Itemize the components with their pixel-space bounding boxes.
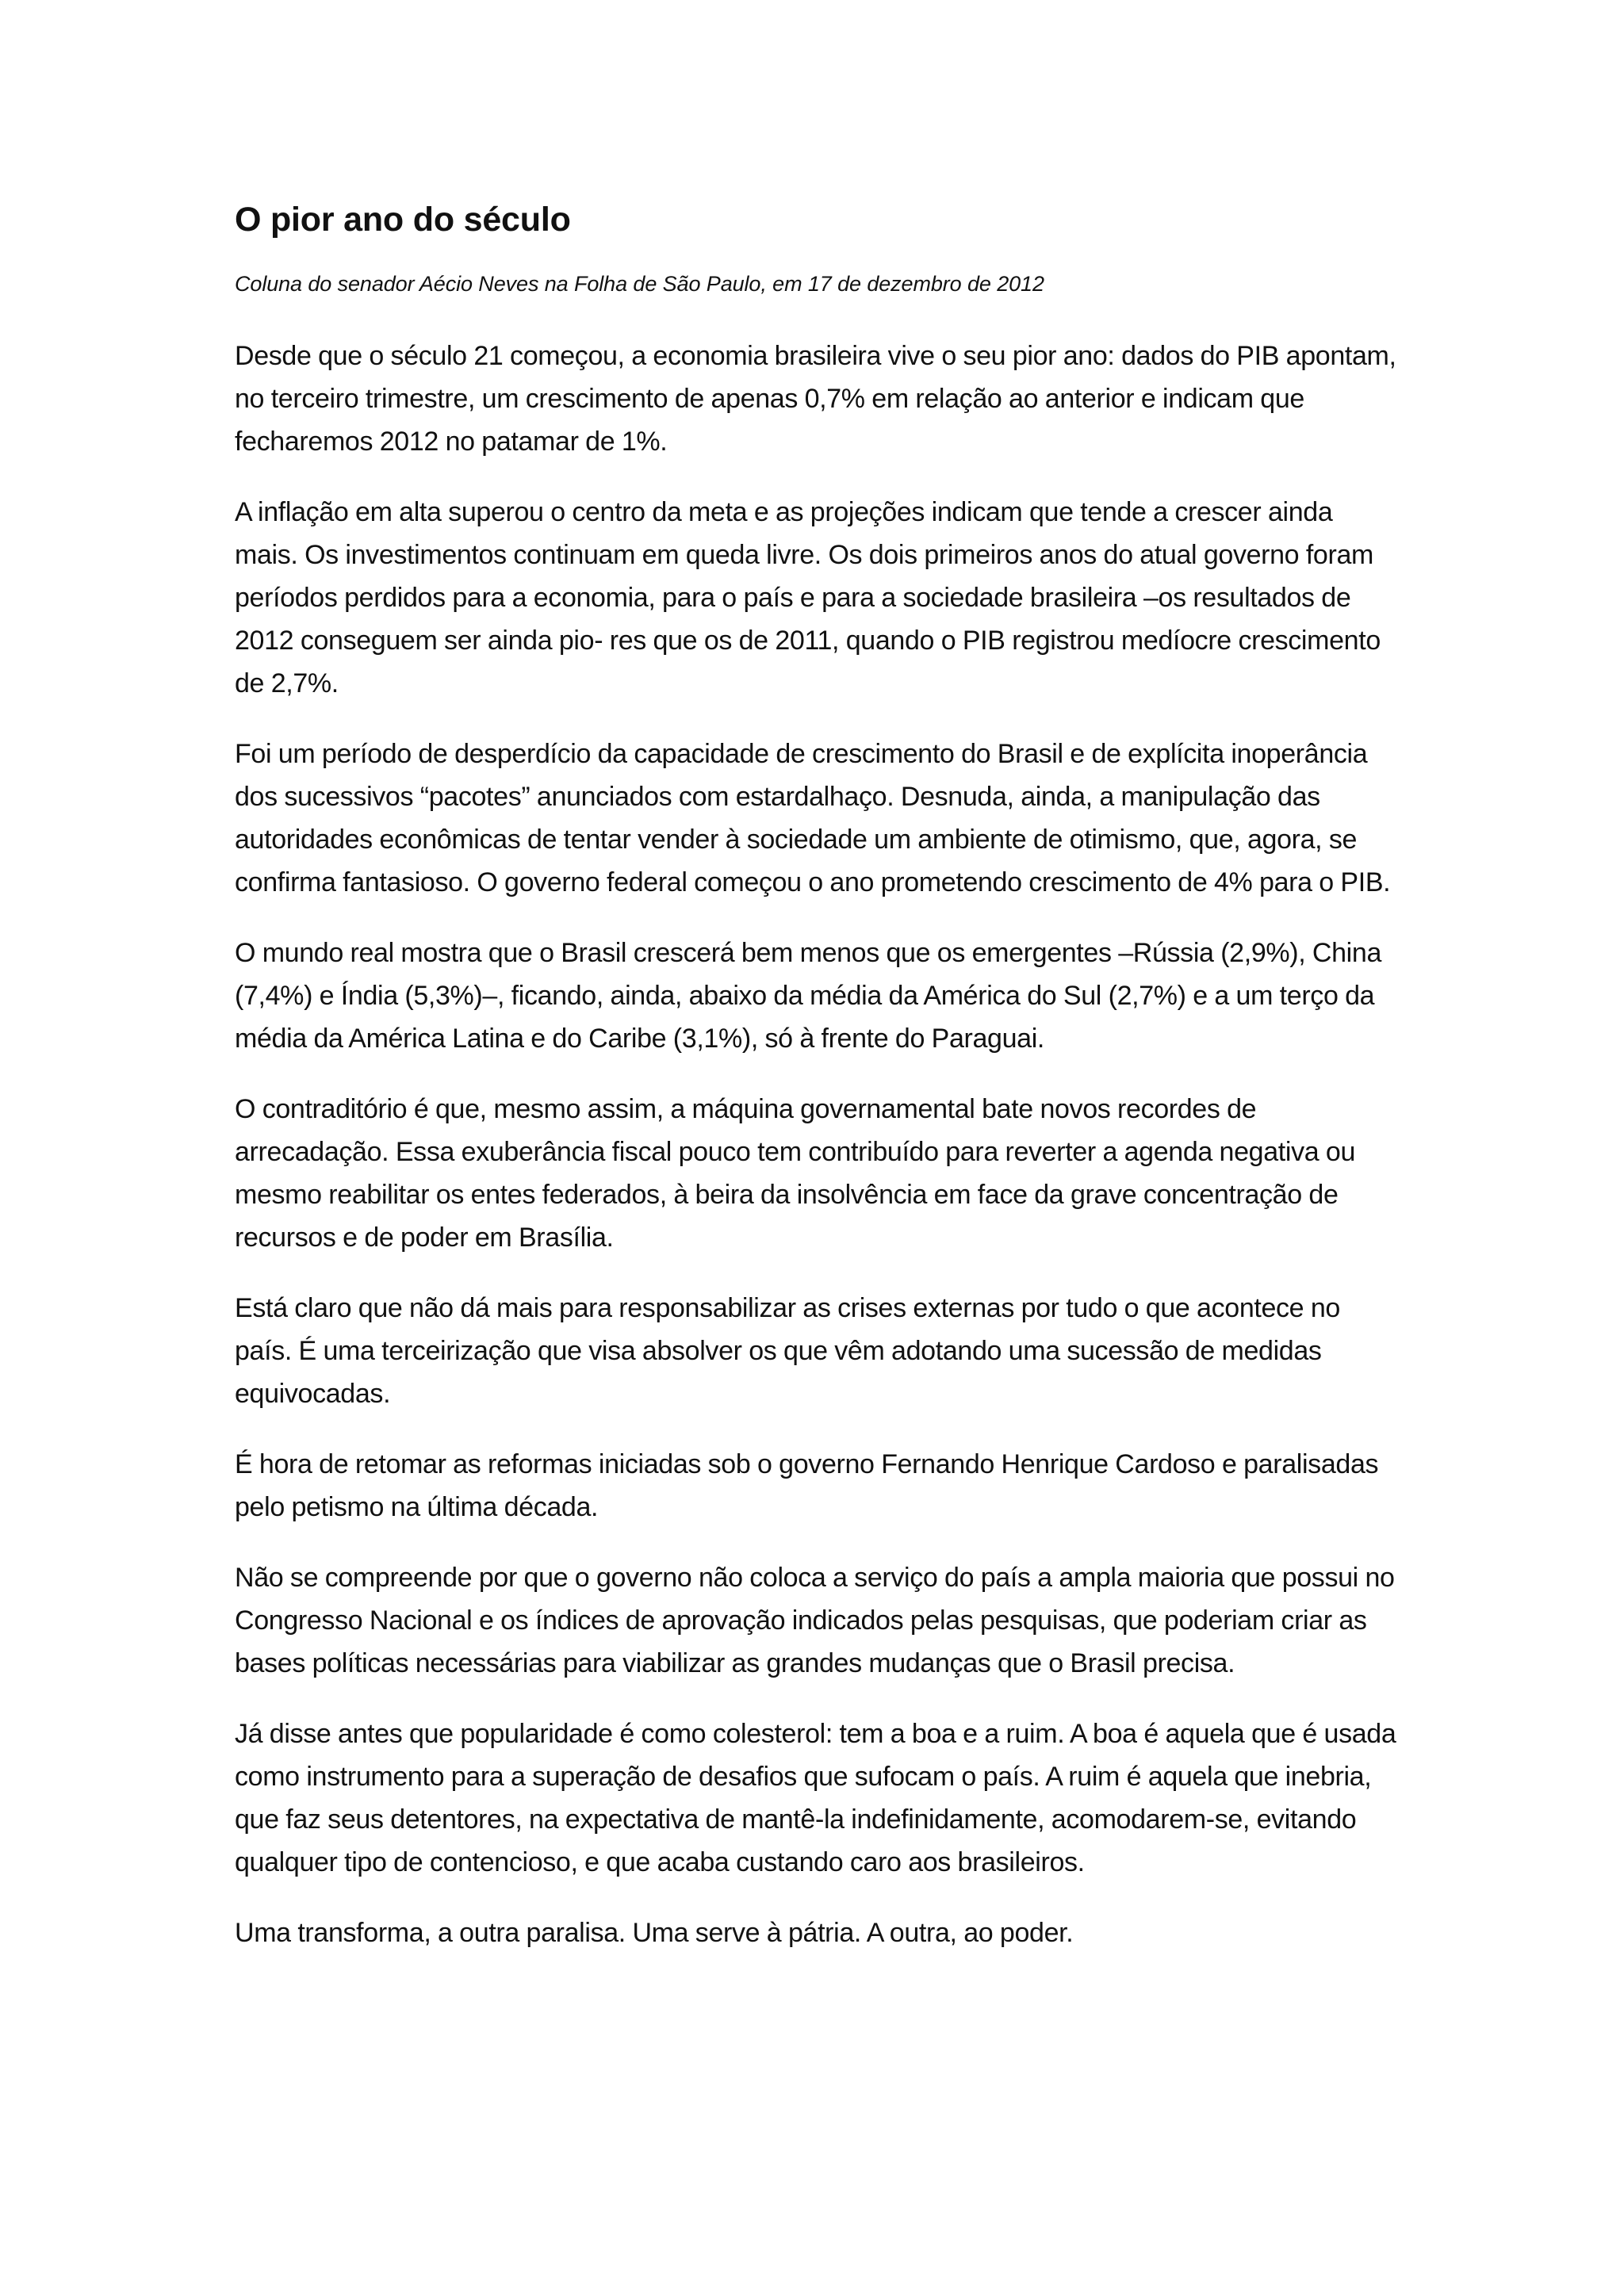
article-body <box>235 335 1400 1954</box>
article-title: O pior ano do século <box>235 201 571 239</box>
paragraph: Uma transforma, a outra paralisa. Uma serve à pátria. A outra, ao poder. <box>235 1918 1074 1948</box>
paragraph: Está claro que não dá mais para responsabilizar as crises externas por tudo o que acontece no país. É uma terceirização que visa absolver os que vêm adotando uma sucessão de medidas equivocadas. <box>235 1293 1340 1409</box>
paragraph: O mundo real mostra que o Brasil crescerá bem menos que os emergentes –Rússia (2,9%), China (7,4%) e Índia (5,3%)–, ficando, ainda, abaixo da média da América do Sul (2,7%) e a um terço da média da América Latina e do Caribe (3,1%), só à frente do Paraguai. <box>235 938 1382 1054</box>
article-byline: Coluna do senador Aécio Neves na Folha de São Paulo, em 17 de dezembro de 2012 <box>235 272 1044 296</box>
paragraph: Foi um período de desperdício da capacidade de crescimento do Brasil e de explícita inoperância dos sucessivos “pacotes” anunciados com estardalhaço. Desnuda, ainda, a manipulação das autoridades econômicas de tentar vender à sociedade um ambiente de otimismo, que, agora, se confirma fantasioso. O governo federal começou o ano prometendo crescimento de 4% para o PIB. <box>235 739 1391 897</box>
paragraph: O contraditório é que, mesmo assim, a máquina governamental bate novos recordes de arrecadação. Essa exuberância fiscal pouco tem contribuído para reverter a agenda negativa ou mesmo reabilitar os entes federados, à beira da insolvência em face da grave concentração de recursos e de poder em Brasília. <box>235 1094 1356 1253</box>
article <box>235 197 1400 1982</box>
paragraph: É hora de retomar as reformas iniciadas sob o governo Fernando Henrique Cardoso e paralisadas pelo petismo na última década. <box>235 1449 1379 1522</box>
paragraph: Não se compreende por que o governo não coloca a serviço do país a ampla maioria que possui no Congresso Nacional e os índices de aprovação indicados pelas pesquisas, que poderiam criar as bases políticas necessárias para viabilizar as grandes mudanças que o Brasil precisa. <box>235 1563 1395 1678</box>
paragraph: Desde que o século 21 começou, a economia brasileira vive o seu pior ano: dados do PIB apontam, no terceiro trimestre, um crescimento de apenas 0,7% em relação ao anterior e indicam que fecharemos 2012 no patamar de 1%. <box>235 341 1396 457</box>
paragraph: Já disse antes que popularidade é como colesterol: tem a boa e a ruim. A boa é aquela que é usada como instrumento para a superação de desafios que sufocam o país. A ruim é aquela que inebria, que faz seus detentores, na expectativa de mantê-la indefinidamente, acomodarem-se, evitando qualquer tipo de contencioso, e que acaba custando caro aos brasileiros. <box>235 1719 1396 1877</box>
paragraph: A inflação em alta superou o centro da meta e as projeções indicam que tende a crescer ainda mais. Os investimentos continuam em queda livre. Os dois primeiros anos do atual governo foram períodos perdidos para a economia, para o país e para a sociedade brasileira –os resultados de 2012 conseguem ser ainda pio- res que os de 2011, quando o PIB registrou medíocre crescimento de 2,7%. <box>235 497 1381 698</box>
